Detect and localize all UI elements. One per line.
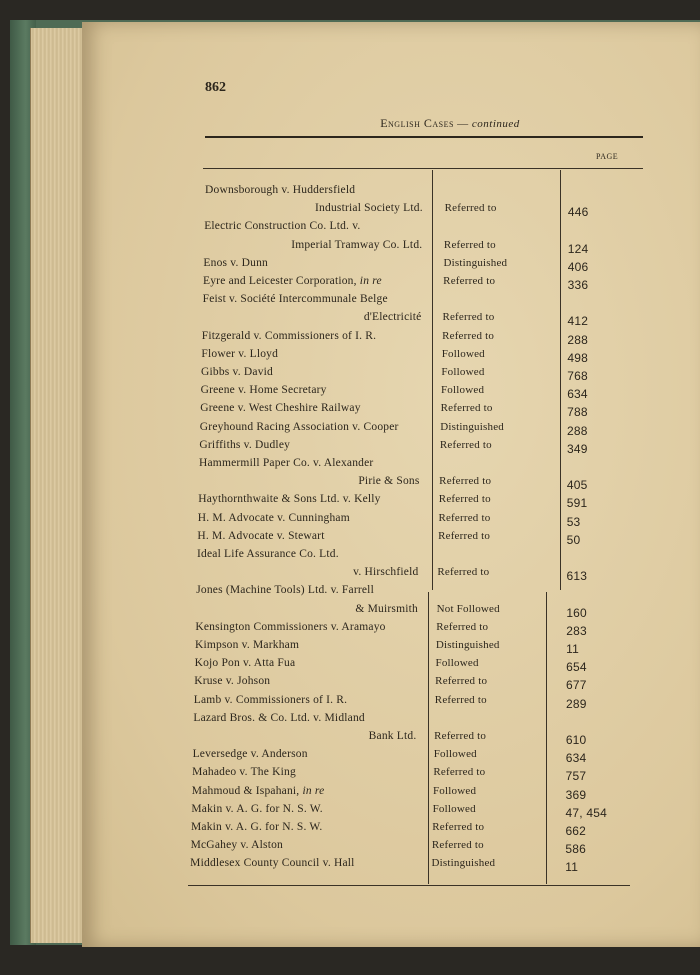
- page-reference: 288: [567, 423, 588, 438]
- treatment: Referred to: [438, 493, 491, 506]
- treatment: Referred to: [439, 475, 492, 488]
- case-name: [193, 712, 365, 724]
- column-divider-right: [560, 170, 561, 590]
- case-name-continuation: & Muirsmith: [355, 602, 418, 615]
- case-name-text: Greene v. Home Secretary: [200, 384, 327, 397]
- case-name: [195, 621, 385, 633]
- case-name-text: Kimpson v. Markham: [194, 639, 300, 651]
- case-name: [203, 275, 382, 287]
- treatment: Followed: [441, 366, 485, 378]
- header-rule: [205, 136, 643, 138]
- case-name: [194, 675, 270, 687]
- treatment: Referred to: [434, 730, 487, 742]
- case-name-text: Greyhound Racing Association v. Cooper: [199, 420, 399, 433]
- treatment: Referred to: [439, 438, 492, 451]
- case-name: [194, 694, 347, 706]
- page-reference: 788: [567, 405, 588, 420]
- page-reference: 160: [566, 605, 587, 620]
- case-name-text: Hammermill Paper Co. v. Alexander: [198, 457, 374, 469]
- page-reference: 283: [566, 623, 587, 638]
- treatment: Distinguished: [431, 857, 496, 870]
- treatment: Followed: [433, 748, 477, 761]
- page-reference: 634: [565, 751, 587, 766]
- page-reference: 634: [567, 387, 588, 402]
- page-reference: 11: [565, 860, 579, 875]
- treatment: Referred to: [433, 766, 486, 779]
- page-reference: 757: [565, 769, 587, 784]
- page-reference: 586: [565, 842, 586, 857]
- case-name-text: Kojo Pon v. Atta Fua: [194, 657, 296, 670]
- case-name-continuation: Imperial Tramway Co. Ltd.: [291, 238, 423, 251]
- page-reference: 124: [567, 241, 589, 256]
- case-name: [192, 785, 325, 797]
- treatment: Distinguished: [443, 256, 508, 269]
- case-name: [195, 639, 299, 651]
- treatment: Followed: [440, 384, 485, 397]
- case-name-continuation: d'Electricité: [363, 311, 422, 324]
- case-name: [199, 457, 373, 469]
- case-name-italic: in re: [302, 784, 325, 797]
- page-reference: 349: [566, 441, 588, 456]
- treatment: Referred to: [443, 275, 496, 287]
- case-name-text: Ideal Life Assurance Co. Ltd.: [196, 548, 339, 560]
- treatment: Referred to: [437, 566, 490, 579]
- page-reference: 768: [567, 369, 588, 383]
- treatment: Followed: [432, 784, 477, 797]
- case-name: [191, 839, 283, 851]
- treatment: Distinguished: [440, 420, 504, 433]
- page-reference: 591: [566, 496, 588, 511]
- page-reference: 654: [566, 660, 587, 675]
- case-name-text: Makin v. A. G. for N. S. W.: [190, 821, 323, 833]
- page-reference: 369: [565, 787, 587, 802]
- case-name-italic: in re: [359, 275, 382, 287]
- treatment: Referred to: [442, 329, 495, 342]
- case-name-text: Leversedge v. Anderson: [192, 748, 308, 761]
- page-reference: 662: [565, 824, 587, 838]
- treatment: Referred to: [442, 311, 495, 324]
- treatment: Distinguished: [435, 639, 500, 651]
- case-name: [203, 257, 268, 269]
- case-name: [204, 220, 360, 232]
- running-head-title: English Cases: [380, 116, 454, 130]
- treatment: Referred to: [438, 529, 491, 542]
- page-reference: 610: [565, 733, 587, 747]
- case-name: [195, 657, 296, 669]
- treatment: Referred to: [434, 693, 487, 706]
- page-reference: 11: [566, 642, 580, 656]
- case-name: [191, 821, 322, 833]
- running-head: [300, 116, 600, 131]
- case-name: [200, 402, 360, 414]
- page-reference: 47, 454: [565, 805, 607, 820]
- case-name-text: Electric Construction Co. Ltd. v.: [204, 220, 361, 233]
- case-name-continuation: Bank Ltd.: [368, 730, 417, 742]
- page-reference: 288: [567, 332, 589, 347]
- case-name: [192, 766, 296, 778]
- case-name: [200, 421, 399, 433]
- treatment: Referred to: [444, 202, 497, 215]
- case-name-text: McGahey v. Alston: [190, 839, 283, 852]
- case-name: [198, 493, 380, 505]
- page-reference: 289: [565, 696, 587, 711]
- case-name: [202, 330, 376, 342]
- case-name-text: Lazard Bros. & Co. Ltd. v. Midland: [193, 711, 365, 724]
- case-name: [191, 803, 322, 815]
- page-reference: 50: [566, 532, 581, 547]
- case-name: [199, 439, 290, 451]
- case-name-text: Makin v. A. G. for N. S. W.: [191, 802, 323, 815]
- case-name-text: Middlesex County Council v. Hall: [190, 857, 355, 870]
- case-name: [190, 857, 354, 869]
- case-name-text: Kruse v. Johson: [194, 675, 271, 688]
- case-name: [201, 348, 278, 360]
- case-name-text: Lamb v. Commissioners of I. R.: [193, 693, 348, 706]
- case-name-text: Gibbs v. David: [200, 366, 273, 378]
- case-name: [201, 366, 273, 378]
- case-name-text: Haythornthwaite & Sons Ltd. v. Kelly: [198, 493, 381, 506]
- case-name-text: Mahadeo v. The King: [192, 766, 296, 779]
- treatment: Referred to: [431, 839, 484, 852]
- treatment: Referred to: [438, 511, 491, 524]
- case-name: [198, 512, 350, 524]
- case-name-text: H. M. Advocate v. Stewart: [197, 529, 325, 542]
- column-divider-left: [432, 170, 433, 590]
- treatment: Followed: [435, 657, 479, 670]
- case-name: [193, 748, 308, 760]
- case-name-text: Jones (Machine Tools) Ltd. v. Farrell: [196, 584, 374, 597]
- case-name-text: Enos v. Dunn: [203, 256, 268, 269]
- treatment: Referred to: [443, 238, 496, 251]
- table-top-rule: [203, 168, 643, 169]
- treatment: Referred to: [436, 620, 489, 633]
- page-reference: 405: [566, 478, 588, 493]
- case-name-text: Greene v. West Cheshire Railway: [200, 402, 361, 415]
- page-reference: 406: [567, 259, 589, 274]
- table-bottom-rule: [188, 885, 630, 886]
- case-name-text: H. M. Advocate v. Cunningham: [197, 511, 350, 524]
- treatment: Referred to: [440, 402, 493, 415]
- case-name-continuation: v. Hirschfield: [353, 566, 419, 579]
- treatment: Followed: [441, 347, 485, 360]
- page-reference: 446: [567, 205, 589, 220]
- page-reference: 498: [567, 350, 588, 365]
- case-name-text: Feist v. Société Intercommunale Belge: [202, 293, 388, 306]
- case-name: [201, 384, 327, 396]
- treatment: Not Followed: [436, 602, 500, 615]
- case-name-text: Mahmoud & Ispahani,: [191, 784, 300, 797]
- page-reference: 613: [566, 569, 588, 584]
- page-reference: 677: [566, 678, 587, 693]
- case-name-text: Downsborough v. Huddersfield: [205, 184, 356, 196]
- treatment: Referred to: [432, 821, 485, 833]
- treatment: Referred to: [435, 675, 488, 688]
- case-name-text: Griffiths v. Dudley: [199, 438, 291, 451]
- case-name-text: Flower v. Lloyd: [201, 347, 279, 360]
- page-column-header: PAGE: [596, 152, 619, 161]
- case-name: [203, 293, 388, 305]
- case-name-text: Fitzgerald v. Commissioners of I. R.: [201, 329, 377, 342]
- case-name-continuation: Industrial Society Ltd.: [315, 202, 423, 215]
- case-name-text: Kensington Commissioners v. Aramayo: [195, 620, 386, 633]
- page-reference: 53: [566, 514, 581, 529]
- case-name: [197, 530, 324, 542]
- case-name-text: Eyre and Leicester Corporation,: [202, 275, 357, 287]
- case-name: [205, 184, 355, 196]
- page-reference: 412: [567, 314, 589, 329]
- running-head-continued: continued: [471, 118, 520, 130]
- page-number: 862: [205, 80, 226, 95]
- column-divider-right-lower: [546, 592, 547, 884]
- running-head-separator: —: [457, 118, 469, 130]
- treatment: Followed: [432, 802, 476, 815]
- case-name: [197, 548, 339, 560]
- case-name: [196, 584, 374, 596]
- case-name-continuation: Pirie & Sons: [358, 475, 420, 488]
- page-reference: 336: [567, 278, 589, 292]
- column-divider-left-lower: [428, 592, 429, 884]
